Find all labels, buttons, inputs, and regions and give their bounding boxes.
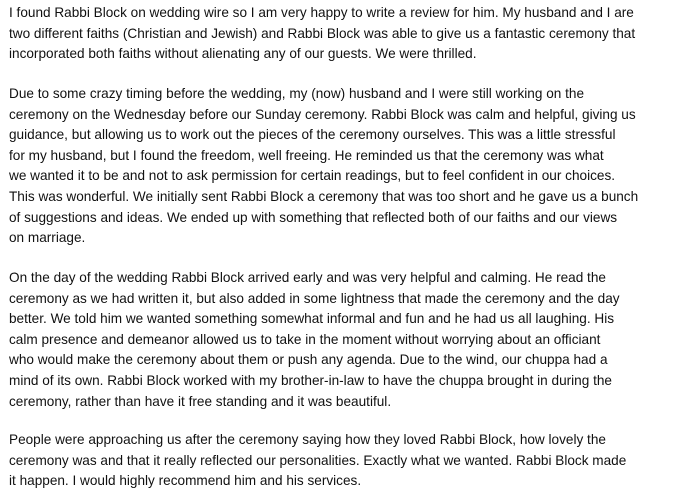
paragraph-conclusion	[9, 430, 626, 492]
text-line: better. We told him we wanted something somewhat informal and fun and he had us all laughing. His	[9, 311, 615, 327]
text-line: This was wonderful. We initially sent Rabbi Block a ceremony that was too short and he gave us a bunch	[9, 188, 639, 204]
text-line: I found Rabbi Block on wedding wire so I am very happy to write a review for him. My husband and I are	[9, 5, 634, 20]
text-line: two different faiths (Christian and Jewish) and Rabbi Block was able to give us a fantastic ceremony that	[9, 25, 636, 41]
text-line: On the day of the wedding Rabbi Block arrived early and was very helpful and calming. He read the	[9, 270, 606, 285]
paragraph-preparation	[9, 84, 638, 249]
text-line: for my husband, but I found the freedom, well freeing. He reminded us that the ceremony was what	[9, 147, 604, 163]
text-line: ceremony was and that it really reflected our personalities. Exactly what we wanted. Rabbi Block made	[9, 452, 627, 468]
paragraph-intro	[9, 3, 635, 65]
text-line: who would make the ceremony about them or push any agenda. Due to the wind, our chuppa had a	[9, 352, 608, 368]
text-line: incorporated both faiths without alienating any of our guests. We were thrilled.	[9, 46, 477, 62]
paragraph-wedding-day	[9, 268, 620, 412]
text-line: Due to some crazy timing before the wedding, my (now) husband and I were still working on the	[9, 86, 584, 101]
text-line: of suggestions and ideas. We ended up with something that reflected both of our faiths and our views	[9, 209, 618, 225]
text-line: guidance, but allowing us to work out the pieces of the ceremony ourselves. This was a little stressful	[9, 127, 616, 143]
text-line: ceremony as we had written it, but also added in some lightness that made the ceremony and the day	[9, 290, 620, 306]
text-line: on marriage.	[9, 230, 86, 246]
text-line: People were approaching us after the ceremony saying how they loved Rabbi Block, how lovely the	[9, 432, 606, 447]
text-line: calm presence and demeanor allowed us to take in the moment without worrying about an officiant	[9, 331, 601, 347]
text-line: we wanted it to be and not to ask permission for certain readings, but to feel confident in our choices.	[9, 168, 616, 184]
text-line: ceremony on the Wednesday before our Sunday ceremony. Rabbi Block was calm and helpful, giving us	[9, 106, 636, 122]
text-line: ceremony, rather than have it free standing and it was beautiful.	[9, 393, 392, 409]
text-line: it happen. I would highly recommend him and his services.	[9, 473, 362, 489]
text-line: mind of its own. Rabbi Block worked with my brother-in-law to have the chuppa brought in during the	[9, 372, 612, 388]
